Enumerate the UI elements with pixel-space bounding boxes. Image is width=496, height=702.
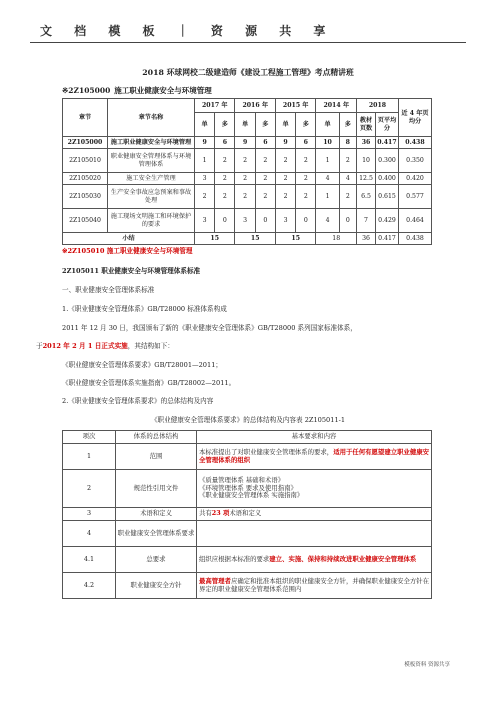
cell: 15 xyxy=(275,233,315,245)
cell: 4 xyxy=(339,173,356,185)
subsection-heading xyxy=(62,245,192,255)
cell: 0.615 xyxy=(376,185,399,209)
cell: 15 xyxy=(235,233,275,245)
cell: 9 xyxy=(195,137,215,149)
cell: 4.2 xyxy=(63,573,116,599)
cell: 2 xyxy=(275,185,295,209)
cell: 0.417 xyxy=(376,137,399,149)
table-row xyxy=(63,149,432,173)
cell xyxy=(197,521,432,547)
cell: 1 xyxy=(63,444,116,470)
table-row xyxy=(63,444,432,470)
page-header: 文 档 模 板 ｜ 资 源 共 享 xyxy=(40,24,335,38)
cell: 4 xyxy=(63,521,116,547)
th-sub: 多 xyxy=(339,113,356,137)
cell: 3 xyxy=(275,209,295,233)
cell: 0 xyxy=(296,209,316,233)
cell: 2 xyxy=(255,149,275,173)
cell: 7 xyxy=(357,209,376,233)
cell: 职业健康安全管理体系与环境管理体系 xyxy=(108,149,195,173)
page-footer: 模板资料 资源共享 xyxy=(404,662,450,668)
th-year: 2014 年 xyxy=(316,99,357,113)
cell: 1 xyxy=(195,149,215,173)
cell: 总要求 xyxy=(116,547,197,573)
th-sub: 页平均分 xyxy=(376,113,399,137)
cell: 15 xyxy=(195,233,235,245)
th-year: 2015 年 xyxy=(275,99,315,113)
table-row xyxy=(63,470,432,508)
th-sub: 单 xyxy=(195,113,215,137)
cell: 10 xyxy=(316,137,339,149)
th-sub: 教材页数 xyxy=(357,113,376,137)
cell: 0 xyxy=(215,209,235,233)
th-sub: 多 xyxy=(296,113,316,137)
highlight-text: 23 项 xyxy=(211,509,230,518)
cell xyxy=(197,547,432,573)
text: 应确定和批准本组织的职业健康安全方针，并确保职业健康安全方针在界定的职业健康安全管理体系范围内 xyxy=(199,576,430,593)
cell: 36 xyxy=(357,137,376,149)
cell: 2 xyxy=(296,185,316,209)
cell: 3 xyxy=(235,209,255,233)
point-heading xyxy=(62,265,200,275)
th-year: 2016 年 xyxy=(235,99,275,113)
cell: 2Z105010 xyxy=(63,149,108,173)
cell: 2 xyxy=(235,185,255,209)
cell: 2 xyxy=(215,149,235,173)
cell: 2 xyxy=(339,149,356,173)
cell xyxy=(197,470,432,508)
score-table xyxy=(62,98,432,245)
text: 共有 xyxy=(199,509,212,518)
highlight-text: 建立、实施、保持和持续改进职业健康安全管理体系 xyxy=(269,554,417,563)
table-row xyxy=(63,209,432,233)
paragraph: 1.《职业健康安全管理体系》GB/T28000 标准体系构成 xyxy=(62,305,227,313)
subsection-title: 施工职业健康安全与环境管理 xyxy=(106,247,193,255)
paragraph: 一、职业健康安全管理体系标准 xyxy=(62,286,155,294)
cell: 1 xyxy=(316,185,339,209)
highlight-text: 2012 年 2 月 1 日正式实施 xyxy=(42,342,128,350)
cell: 6.5 xyxy=(357,185,376,209)
table-caption: 《职业健康安全管理体系要求》的总体结构及内容表 2Z105011-1 xyxy=(150,416,346,424)
cell: 施工安全生产管理 xyxy=(108,173,195,185)
th-sub: 单 xyxy=(275,113,295,137)
cell: 0.350 xyxy=(399,149,432,173)
cell: 0.400 xyxy=(376,173,399,185)
cell: 职业健康安全方针 xyxy=(116,573,197,599)
cell: 2 xyxy=(215,173,235,185)
th-chapter: 章节 xyxy=(63,99,108,137)
th-sub: 多 xyxy=(255,113,275,137)
cell: 3 xyxy=(63,508,116,521)
highlight-text: 最高管理者 xyxy=(199,576,231,585)
cell: 0.429 xyxy=(376,209,399,233)
th-avg4: 近 4 年页均分 xyxy=(399,99,432,137)
th-cell: 体系的总体结构 xyxy=(116,431,197,444)
cell: 0.438 xyxy=(399,233,432,245)
cell: 2 xyxy=(275,149,295,173)
cell: 0.464 xyxy=(399,209,432,233)
th-sub: 单 xyxy=(235,113,255,137)
point-title: 职业健康安全与环境管理体系标准 xyxy=(101,267,201,275)
cell: 2Z105020 xyxy=(63,173,108,185)
cell xyxy=(197,508,432,521)
paragraph: 《职业健康安全管理体系实施指南》GB/T28002—2011。 xyxy=(62,379,236,387)
cell: 2Z105030 xyxy=(63,185,108,209)
th-cell: 项次 xyxy=(63,431,116,444)
table-row xyxy=(63,185,432,209)
cell: 2 xyxy=(296,173,316,185)
cell: 9 xyxy=(275,137,295,149)
section-heading xyxy=(62,85,212,96)
th-sub: 多 xyxy=(215,113,235,137)
point-code: 2Z105011 xyxy=(62,267,99,275)
cell: 2 xyxy=(215,185,235,209)
cell: 1 xyxy=(316,149,339,173)
cell: 施工职业健康安全与环境管理 xyxy=(108,137,195,149)
cell: 0.577 xyxy=(399,185,432,209)
cell: 施工现场文明施工和环境保护的要求 xyxy=(108,209,195,233)
table-row xyxy=(63,547,432,573)
cell: 6 xyxy=(255,137,275,149)
table-row xyxy=(63,573,432,599)
text: 《环境管理体系 要求及使用指南》 xyxy=(199,483,297,492)
cell: 8 xyxy=(339,137,356,149)
cell: 生产安全事故应急预案和事故处理 xyxy=(108,185,195,209)
cell: 0 xyxy=(255,209,275,233)
cell: 术语和定义 xyxy=(116,508,197,521)
cell: 0.417 xyxy=(376,233,399,245)
cell: 2 xyxy=(255,173,275,185)
cell: 6 xyxy=(215,137,235,149)
paragraph xyxy=(36,340,174,350)
table-row xyxy=(63,137,432,149)
cell: 12.5 xyxy=(357,173,376,185)
th-sub: 单 xyxy=(316,113,339,137)
table-row-total xyxy=(63,233,432,245)
cell: 0.438 xyxy=(399,137,432,149)
text: 本标准提出了对职业健康安全管理体系的要求， xyxy=(199,447,334,456)
cell: 规范性引用文件 xyxy=(116,470,197,508)
cell: 3 xyxy=(195,173,215,185)
cell: 0 xyxy=(339,209,356,233)
subsection-mark: ※2Z105010 xyxy=(62,247,105,255)
cell: 18 xyxy=(316,233,357,245)
cell: 0.420 xyxy=(399,173,432,185)
section-title: 施工职业健康安全与环境管理 xyxy=(114,86,212,95)
cell: 4 xyxy=(316,173,339,185)
cell: 36 xyxy=(357,233,376,245)
cell: 4.1 xyxy=(63,547,116,573)
cell xyxy=(197,573,432,599)
cell: 2 xyxy=(275,173,295,185)
text: 于 xyxy=(36,342,43,350)
cell: 2Z105000 xyxy=(63,137,108,149)
cell: 2 xyxy=(63,470,116,508)
text: ，其结构如下： xyxy=(127,342,174,350)
cell: 职业健康安全管理体系要求 xyxy=(116,521,197,547)
document-title: 2018 环球网校二级建造师《建设工程施工管理》考点精讲班 xyxy=(142,68,354,77)
th-chapter-name: 章节名称 xyxy=(108,99,195,137)
cell: 2 xyxy=(339,185,356,209)
table-row xyxy=(63,173,432,185)
cell: 2 xyxy=(255,185,275,209)
cell: 0.300 xyxy=(376,149,399,173)
cell: 范围 xyxy=(116,444,197,470)
cell: 10 xyxy=(357,149,376,173)
text: 《质量管理体系 基础和术语》 xyxy=(199,475,285,484)
cell xyxy=(197,444,432,470)
cell: 2 xyxy=(195,185,215,209)
text: 《职业健康安全管理体系 实施指南》 xyxy=(199,491,304,500)
section-mark: ※2Z105000 xyxy=(62,86,111,95)
th-year: 2017 年 xyxy=(195,99,235,113)
table-row xyxy=(63,508,432,521)
cell: 2 xyxy=(235,173,255,185)
table-row xyxy=(63,521,432,547)
cell: 2 xyxy=(235,149,255,173)
cell: 2 xyxy=(296,149,316,173)
cell: 3 xyxy=(195,209,215,233)
structure-table xyxy=(62,430,432,599)
header-rule xyxy=(30,42,466,43)
highlight-text: 适用于任何有愿望建立职业健康安全管理体系的组织 xyxy=(199,447,430,464)
cell: 2Z105040 xyxy=(63,209,108,233)
cell: 小结 xyxy=(63,233,195,245)
paragraph: 《职业健康安全管理体系要求》GB/T28001—2011； xyxy=(62,361,222,369)
th-year: 2018 xyxy=(357,99,399,113)
paragraph: 2.《职业健康安全管理体系要求》的总体结构及内容 xyxy=(62,397,214,405)
text: 组织应根据本标准的要求 xyxy=(199,554,270,563)
th-cell: 基本要求和内容 xyxy=(197,431,432,444)
cell: 9 xyxy=(235,137,255,149)
cell: 4 xyxy=(316,209,339,233)
cell: 6 xyxy=(296,137,316,149)
text: 术语和定义 xyxy=(229,509,262,518)
paragraph: 2011 年 12 月 30 日，我国颁布了新的《职业健康安全管理体系》GB/T28000 系列国家标准体系， xyxy=(62,324,357,332)
